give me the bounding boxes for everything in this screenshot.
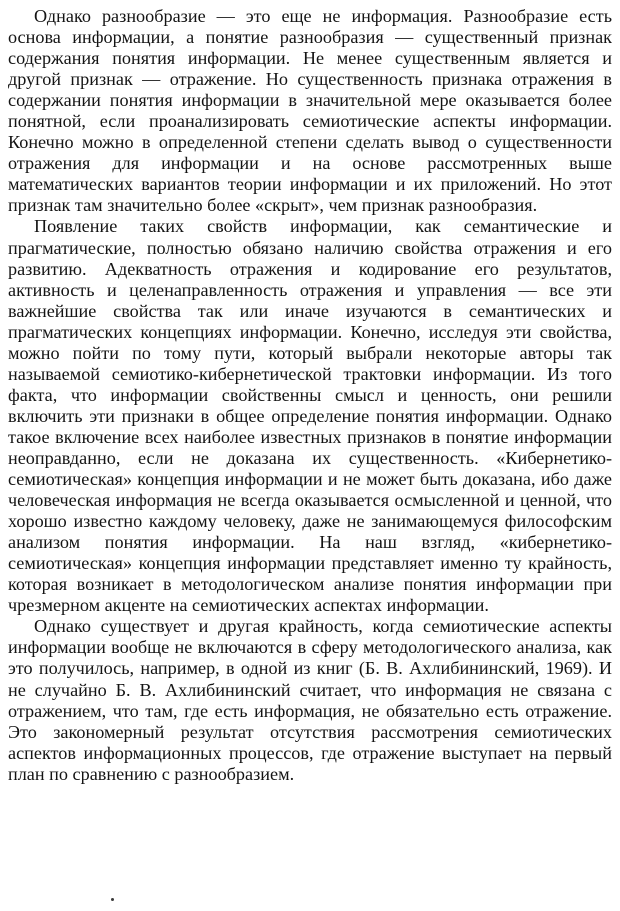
paragraph-1: Однако разнообразие — это еще не информация. Разнообразие есть основа информации, а понятие разнообразия — существенный признак содержания понятия информации. Не менее существенным является и другой признак — отражение. Но существенность признака отражения в содержании понятия информации в значительной мере оказывается более понятной, если проанализировать семиотические аспекты информации. Конечно можно в определенной степени сделать вывод о существенности отражения для информации и на основе рассмотренных выше математических вариантов теории информации и их приложений. Но этот признак там значительно более «скрыт», чем признак разнообразия. (8, 6, 612, 216)
text-body (8, 6, 612, 785)
paragraph-2: Появление таких свойств информации, как семантические и прагматические, полностью обязано наличию свойства отражения и его развитию. Адекватность отражения и кодирование его результатов, активность и целенаправленность отражения и управления — все эти важнейшие свойства так или иначе изучаются в семантических и прагматических концепциях информации. Конечно, исследуя эти свойства, можно пойти по тому пути, который выбрали некоторые авторы так называемой семиотико-кибернетической трактовки информации. Из того факта, что информации свойственны смысл и ценность, они решили включить эти признаки в общее определение понятия информации. Однако такое включение всех наиболее известных признаков в понятие информации неоправданно, если не доказана их существенность. «Кибернетико-семиотическая» концепция информации и не может быть доказана, ибо даже человеческая информация не всегда оказывается осмысленной и ценной, что хорошо известно каждому человеку, даже не занимающемуся философским анализом понятия информации. На наш взгляд, «кибернетико-семиотическая» концепция информации представляет именно ту крайность, которая возникает в методологическом анализе понятия информации при чрезмерном акценте на семиотических аспектах информации. (8, 216, 612, 616)
print-speck (111, 898, 114, 901)
paragraph-3: Однако существует и другая крайность, когда семиотические аспекты информации вообще не включаются в сферу методологического анализа, как это получилось, например, в одной из книг (Б. В. Ахлибининский, 1969). И не случайно Б. В. Ахлибининский считает, что информация не связана с отражением, что там, где есть информация, не обязательно есть отражение. Это закономерный результат отсутствия рассмотрения семиотических аспектов информационных процессов, где отражение выступает на первый план по сравнению с разнообразием. (8, 616, 612, 784)
